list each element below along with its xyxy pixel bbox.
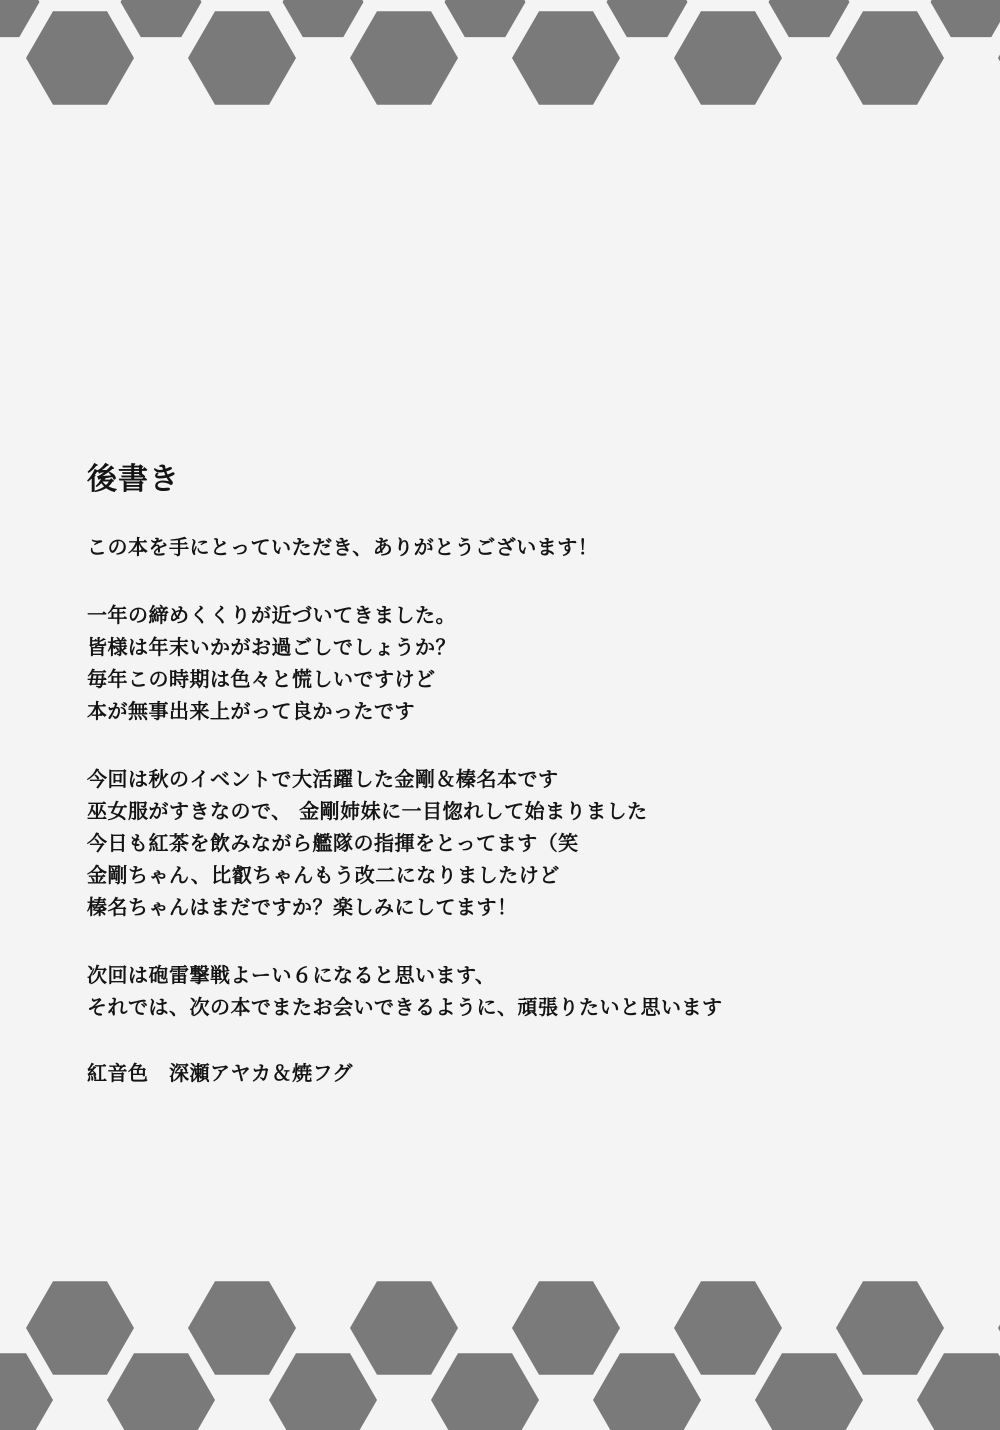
hexagon-shape [593, 1353, 701, 1430]
text-line: 次回は砲雷撃戦よーい６になると思います、 [87, 963, 496, 987]
hexagon-shape [121, 0, 202, 37]
hexagon-shape [512, 1281, 620, 1375]
hexagon-shape [445, 0, 526, 37]
text-line: 一年の締めくくりが近づいてきました。 [87, 603, 456, 627]
top-hexagon-border [0, 0, 1000, 125]
hexagon-shape [107, 1353, 215, 1430]
page-title: 後書き [87, 462, 180, 497]
text-line: 今日も紅茶を飲みながら艦隊の指揮をとってます（笑 [87, 831, 579, 855]
hexagon-shape [350, 1281, 458, 1375]
hexagon-shape [607, 0, 688, 37]
text-line: この本を手にとっていただき、ありがとうございます！ [87, 535, 599, 559]
paragraph-year-end [87, 599, 917, 727]
hexagon-shape [0, 0, 40, 37]
bottom-hexagon-border [0, 1272, 1000, 1430]
hexagon-pattern-top [0, 0, 1000, 125]
hexagon-shape [674, 11, 782, 105]
paragraph-book-topic [87, 763, 917, 923]
text-line: 毎年この時期は色々と慌しいですけど [87, 667, 436, 691]
hexagon-shape [674, 1281, 782, 1375]
hexagon-shape [917, 1353, 1000, 1430]
paragraph-thanks [87, 531, 917, 563]
text-line: 榛名ちゃんはまだですか？楽しみにしてます！ [87, 895, 518, 919]
hexagon-shape [188, 11, 296, 105]
hexagon-shape [269, 1353, 377, 1430]
afterword-content [87, 458, 917, 1089]
text-line: それでは、次の本でまたお会いできるように、頑張りたいと思います [87, 995, 723, 1019]
hexagon-shape [283, 0, 364, 37]
paragraph-next-time [87, 959, 917, 1023]
hexagon-shape [26, 11, 134, 105]
author-signature: 紅音色 深瀬アヤカ＆焼フグ [87, 1061, 353, 1085]
hexagon-shape [769, 0, 850, 37]
text-line: 本が無事出来上がって良かったです [87, 699, 415, 723]
text-line: 皆様は年末いかがお過ごしでしょうか？ [87, 635, 456, 659]
hexagon-shape [836, 1281, 944, 1375]
hexagon-shape [431, 1353, 539, 1430]
hexagon-shape [26, 1281, 134, 1375]
hexagon-shape [0, 1353, 53, 1430]
hexagon-shape [931, 0, 1000, 37]
hexagon-shape [350, 11, 458, 105]
hexagon-pattern-bottom [0, 1272, 1000, 1430]
hexagon-shape [188, 1281, 296, 1375]
text-line: 今回は秋のイベントで大活躍した金剛＆榛名本です [87, 767, 559, 791]
text-line: 金剛ちゃん、比叡ちゃんもう改二になりましたけど [87, 863, 560, 887]
hexagon-shape [755, 1353, 863, 1430]
hexagon-shape [836, 11, 944, 105]
text-line: 巫女服がすきなので、 金剛姉妹に一目惚れして始まりました [87, 799, 648, 823]
hexagon-shape [512, 11, 620, 105]
